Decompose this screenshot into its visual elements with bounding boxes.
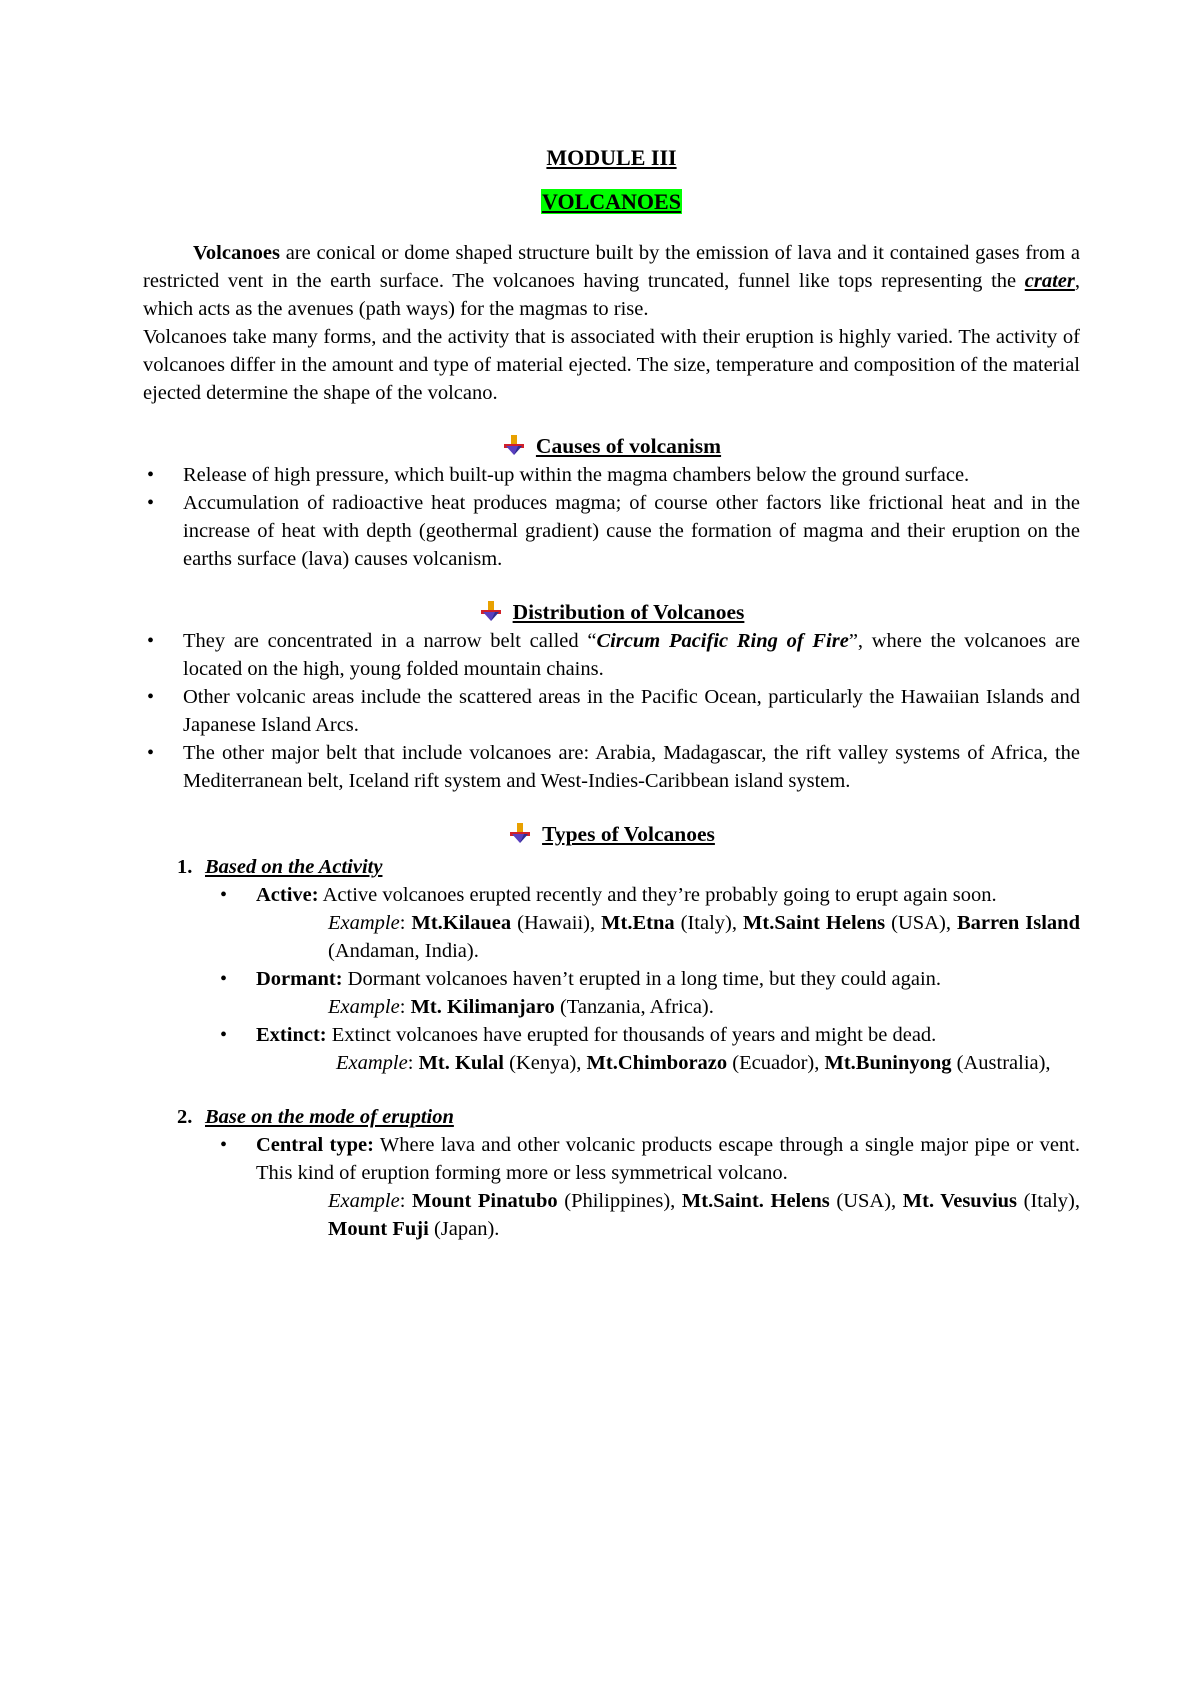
topic-title (143, 187, 1080, 217)
distribution-heading-text: Distribution of Volcanoes (512, 600, 745, 624)
causes-list (143, 461, 1080, 573)
active-item (216, 881, 1080, 965)
example-place: (Italy), (1017, 1190, 1081, 1212)
category-number: 2. (177, 1106, 193, 1128)
example-name: Mount Pinatubo (412, 1190, 558, 1212)
intro-paragraph-2: Volcanoes take many forms, and the activity that is associated with their eruption is highly varied. The activity of volcanoes differ in the amount and type of material ejected. The size, temperature and composition of the material ejected determine the shape of the volcano. (143, 326, 1080, 404)
types-heading-text: Types of Volcanoes (542, 822, 715, 846)
example-place: (Italy), (674, 912, 744, 934)
topic-title-highlight: VOLCANOES (542, 189, 681, 214)
module-title: MODULE III (546, 145, 677, 170)
intro-text-2: , which acts as the avenues (path ways) for the magmas to rise. (143, 270, 1080, 320)
category-heading (143, 853, 1080, 881)
extinct-item (216, 1021, 1080, 1077)
central-example: Example: Mount Pinatubo (Philippines), Mt.Saint. Helens (USA), Mt. Vesuvius (Italy), Mount Fuji (Japan). (328, 1190, 1081, 1240)
example-label: Example (328, 1190, 400, 1212)
category-number: 1. (177, 856, 193, 878)
example-label: Example (336, 1052, 408, 1074)
example-place: (Australia), (951, 1052, 1051, 1074)
eruption-types-list (216, 1131, 1080, 1243)
example-place: (Tanzania, Africa). (554, 996, 714, 1018)
distribution-item (143, 627, 1080, 683)
activity-types-list (216, 881, 1080, 1077)
example-name: Mt.Chimborazo (586, 1052, 728, 1074)
intro-text-1: are conical or dome shaped structure built by the emission of lava and it contained gases from a restricted vent in the earth surface. The volcanoes having truncated, funnel like tops representing the (143, 242, 1080, 292)
example-name: Barren Island (957, 912, 1080, 934)
active-text: Active volcanoes erupted recently and they’re probably going to erupt again soon. (318, 884, 997, 906)
distribution-item: • Other volcanic areas include the scattered areas in the Pacific Ocean, particularly the Hawaiian Islands and Japanese Island Arcs. (143, 683, 1080, 739)
dormant-example: Example: Mt. Kilimanjaro (Tanzania, Africa). (328, 996, 714, 1018)
causes-item: • Accumulation of radioactive heat produces magma; of course other factors like frictional heat and in the increase of heat with depth (geothermal gradient) cause the formation of magma and their eruption on the earths surface (lava) causes volcanism. (143, 489, 1080, 573)
category-heading (143, 1103, 1080, 1131)
crater-term: crater (1024, 270, 1075, 292)
causes-item: • Release of high pressure, which built-up within the magma chambers below the ground surface. (143, 461, 1080, 489)
distribution-item: • The other major belt that include volcanoes are: Arabia, Madagascar, the rift valley systems of Africa, the Mediterranean belt, Iceland rift system and West-Indies-Caribbean island system. (143, 739, 1080, 795)
types-heading (143, 819, 1080, 849)
arrow-down-icon (508, 822, 532, 844)
example-name: Mt. Kulal (418, 1052, 504, 1074)
extinct-text: Extinct volcanoes have erupted for thousands of years and might be dead. (326, 1024, 937, 1046)
example-place: (Ecuador), (727, 1052, 825, 1074)
dormant-item (216, 965, 1080, 1021)
example-name: Mt.Saint. Helens (681, 1190, 830, 1212)
causes-heading (143, 431, 1080, 461)
example-name: Mt.Buninyong (824, 1052, 952, 1074)
example-name: Mt. Vesuvius (902, 1190, 1018, 1212)
arrow-down-icon (502, 434, 526, 456)
dormant-text: Dormant volcanoes haven’t erupted in a long time, but they could again. (342, 968, 942, 990)
active-label: Active: (256, 884, 319, 906)
central-type-item (216, 1131, 1080, 1243)
example-label: Example (328, 912, 400, 934)
category-title: Base on the mode of eruption (205, 1106, 454, 1128)
ring-of-fire-term: Circum Pacific Ring of Fire (596, 630, 849, 652)
example-place: (Japan). (428, 1218, 500, 1240)
central-label: Central type: (256, 1134, 374, 1156)
example-place: (Andaman, India). (328, 940, 479, 962)
intro-paragraph (143, 239, 1080, 323)
category-title: Based on the Activity (205, 856, 383, 878)
example-name: Mt.Saint Helens (743, 912, 886, 934)
example-place: (Philippines), (557, 1190, 682, 1212)
document-content (143, 143, 1080, 1243)
extinct-label: Extinct: (256, 1024, 327, 1046)
example-place: (USA), (829, 1190, 903, 1212)
example-place: (Hawaii), (511, 912, 602, 934)
extinct-example: Example: Mt. Kulal (Kenya), Mt.Chimborazo (Ecuador), Mt.Buninyong (Australia), (336, 1052, 1051, 1074)
example-label: Example (328, 996, 400, 1018)
distribution-list (143, 627, 1080, 795)
distribution-item-text: ”, where the volcanoes are located on the high, young folded mountain chains. (183, 630, 1080, 680)
dormant-label: Dormant: (256, 968, 343, 990)
intro-term: Volcanoes (193, 242, 280, 264)
distribution-heading (143, 597, 1080, 627)
example-name: Mt. Kilimanjaro (410, 996, 555, 1018)
arrow-down-icon (479, 600, 503, 622)
central-text: Where lava and other volcanic products escape through a single major pipe or vent. This kind of eruption forming more or less symmetrical volcano. (256, 1134, 1080, 1184)
active-example: Example: Mt.Kilauea (Hawaii), Mt.Etna (Italy), Mt.Saint Helens (USA), Barren Island (Andaman, India). (328, 912, 1080, 962)
example-place: (Kenya), (503, 1052, 587, 1074)
distribution-item-text: They are concentrated in a narrow belt called “ (183, 630, 597, 652)
example-name: Mount Fuji (328, 1218, 429, 1240)
causes-heading-text: Causes of volcanism (535, 434, 722, 458)
example-name: Mt.Kilauea (411, 912, 512, 934)
example-name: Mt.Etna (601, 912, 675, 934)
example-place: (USA), (885, 912, 957, 934)
